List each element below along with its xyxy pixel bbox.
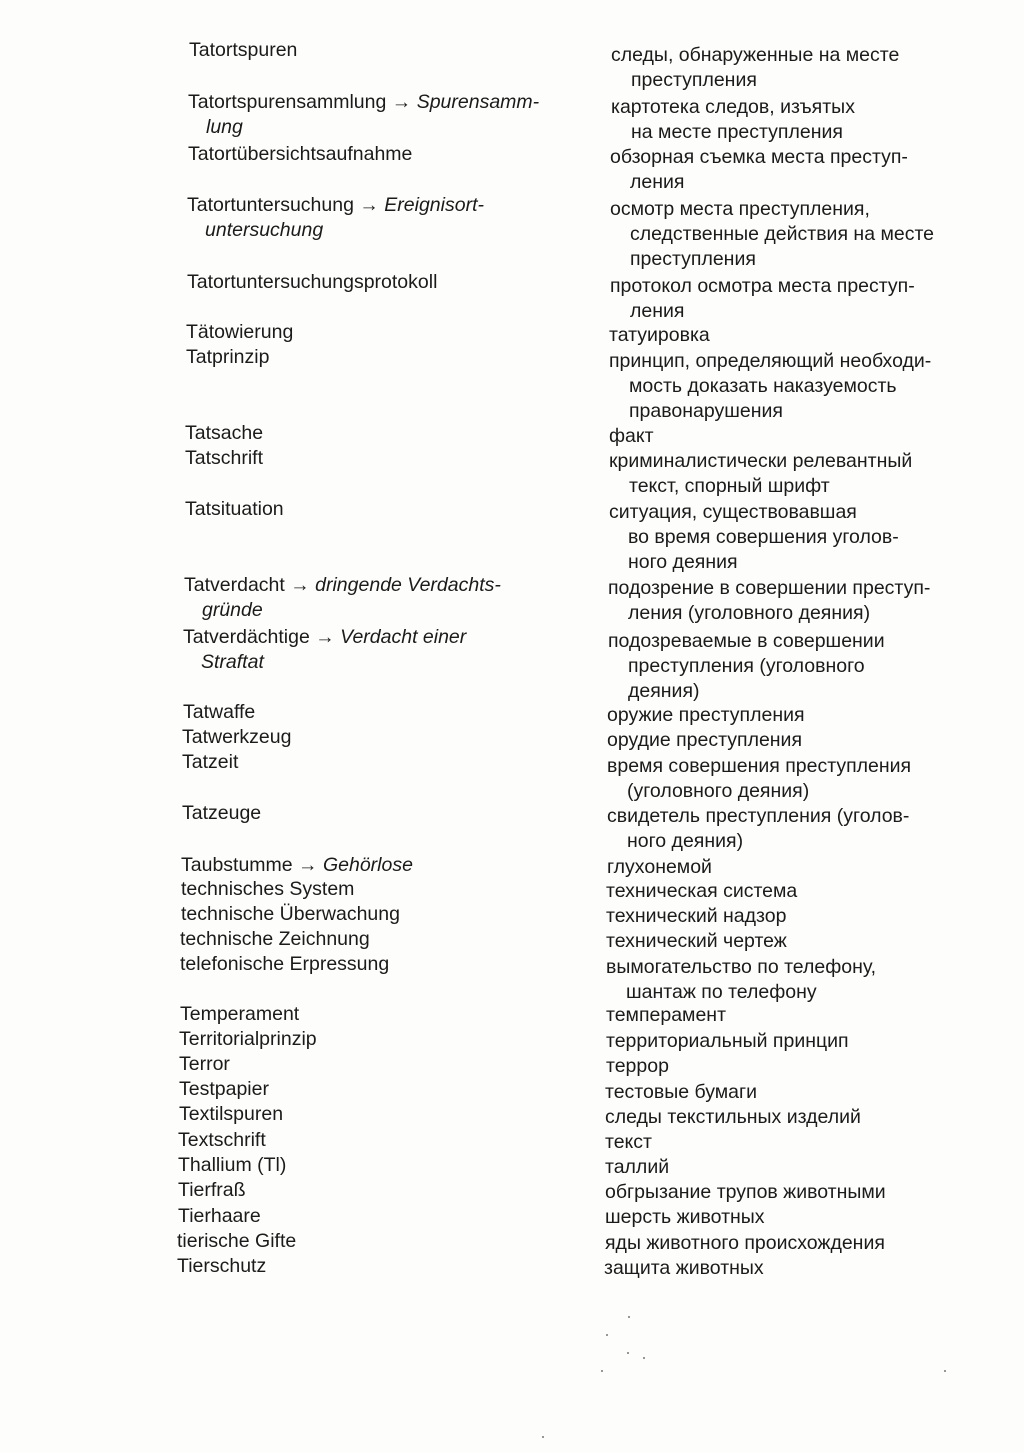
- translation-line: во время совершения уголов-: [628, 526, 899, 548]
- headword-line: [182, 725, 291, 750]
- scan-speck: [643, 1357, 645, 1359]
- headword: Tatschrift: [185, 447, 264, 469]
- headword-line: [184, 573, 501, 598]
- cross-reference: Spurensamm-: [416, 91, 540, 113]
- translation-line: таллий: [605, 1156, 670, 1178]
- headword: Tätowierung: [186, 321, 294, 343]
- translation-line: татуировка: [609, 324, 710, 346]
- headword: Tierfraß: [178, 1179, 246, 1201]
- headword-line: [205, 218, 323, 243]
- headword-line: [183, 625, 466, 650]
- translation-line: правонарушения: [629, 400, 783, 422]
- translation-line: обгрызание трупов животными: [605, 1181, 886, 1203]
- headword-line: [202, 598, 263, 623]
- translation-line: вымогательство по телефону,: [606, 956, 877, 978]
- translation-line: текст, спорный шрифт: [629, 475, 830, 497]
- headword: Temperament: [180, 1003, 300, 1025]
- cross-reference: gründe: [202, 599, 263, 621]
- translation-line: орудие преступления: [607, 729, 803, 751]
- headword: Terror: [179, 1053, 230, 1075]
- headword: Thallium (Tl): [178, 1154, 287, 1176]
- scan-speck: [542, 1436, 544, 1438]
- headword: technische Zeichnung: [180, 928, 370, 950]
- translation-line: ления: [630, 300, 685, 322]
- headword-line: [179, 1052, 230, 1077]
- headword-line: [180, 952, 389, 977]
- headword-line: [178, 1204, 261, 1229]
- translation-line: ного деяния: [628, 551, 738, 573]
- translation-line: осмотр места преступления,: [610, 198, 870, 220]
- headword: Taubstumme →: [181, 854, 323, 876]
- translation-line: протокол осмотра места преступ-: [610, 275, 915, 297]
- headword: Tatprinzip: [186, 346, 270, 368]
- headword: Textilspuren: [179, 1103, 284, 1125]
- headword-line: [178, 1153, 286, 1178]
- headword: Tatortübersichtsaufnahme: [188, 143, 413, 165]
- translation-line: криминалистически релевантный: [609, 450, 913, 472]
- cross-reference: Straftat: [201, 651, 264, 673]
- headword: technisches System: [181, 878, 355, 900]
- translation-line: ления (уголовного деяния): [628, 602, 871, 624]
- translation-line: темперамент: [606, 1004, 727, 1026]
- translation-line: деяния): [628, 680, 700, 702]
- headword: Tatsache: [185, 422, 264, 444]
- headword-line: [185, 446, 263, 471]
- headword: Tatortuntersuchungsprotokoll: [187, 271, 438, 293]
- headword: Tatverdächtige →: [183, 626, 341, 648]
- headword: Territorialprinzip: [179, 1028, 317, 1050]
- headword: tierische Gifte: [177, 1230, 297, 1252]
- headword-line: [178, 1178, 246, 1203]
- translation-line: ситуация, существовавшая: [609, 501, 857, 523]
- headword-line: [180, 1002, 299, 1027]
- headword-line: [186, 320, 293, 345]
- headword-line: [201, 650, 264, 675]
- headword-line: [179, 1102, 283, 1127]
- cross-reference: Gehörlose: [322, 854, 413, 876]
- headword-line: [177, 1254, 266, 1279]
- translation-line: техническая система: [606, 880, 798, 902]
- translation-line: территориальный принцип: [606, 1030, 849, 1052]
- headword-line: [185, 497, 284, 522]
- translation-line: защита животных: [604, 1257, 764, 1279]
- headword: Tatzeit: [182, 751, 239, 773]
- headword: Testpapier: [179, 1078, 269, 1100]
- cross-reference: untersuchung: [205, 219, 324, 241]
- headword: Tatsituation: [185, 498, 284, 520]
- headword-line: [179, 1077, 269, 1102]
- headword-line: [180, 927, 370, 952]
- translation-line: подозреваемые в совершении: [608, 630, 885, 652]
- headword-line: [182, 801, 261, 826]
- translation-line: преступления: [630, 248, 756, 270]
- headword-line: [181, 853, 413, 878]
- scan-speck: [606, 1334, 608, 1336]
- headword-line: [187, 270, 437, 295]
- translation-line: текст: [605, 1131, 652, 1153]
- translation-line: картотека следов, изъятых: [611, 96, 855, 118]
- cross-reference: Verdacht einer: [340, 626, 467, 648]
- translation-line: технический чертеж: [606, 930, 787, 952]
- translation-line: террор: [606, 1055, 669, 1077]
- headword-line: [177, 1229, 296, 1254]
- headword-line: [188, 142, 412, 167]
- translation-line: на месте преступления: [631, 121, 843, 143]
- scan-speck: [601, 1370, 603, 1372]
- headword: Tatortspurensammlung →: [188, 91, 417, 113]
- translation-line: следы текстильных изделий: [605, 1106, 861, 1128]
- translation-line: следственные действия на месте: [630, 223, 935, 245]
- headword: Tatortuntersuchung →: [187, 194, 385, 216]
- translation-line: ления: [630, 171, 685, 193]
- translation-line: тестовые бумаги: [605, 1081, 758, 1103]
- translation-line: оружие преступления: [607, 704, 805, 726]
- scan-speck: [628, 1316, 630, 1318]
- translation-line: (уголовного деяния): [627, 780, 810, 802]
- headword: Tatzeuge: [182, 802, 262, 824]
- translation-line: шерсть животных: [605, 1206, 765, 1228]
- headword-line: [178, 1128, 266, 1153]
- headword-line: [206, 115, 243, 140]
- headword: Tatwerkzeug: [182, 726, 292, 748]
- translation-line: ного деяния): [627, 830, 744, 852]
- headword-line: [185, 421, 263, 446]
- headword: telefonische Erpressung: [180, 953, 390, 975]
- translation-line: следы, обнаруженные на месте: [611, 44, 900, 66]
- headword-line: [179, 1027, 317, 1052]
- headword-line: [188, 90, 539, 115]
- headword: Tatortspuren: [189, 39, 298, 61]
- headword-line: [189, 38, 297, 63]
- cross-reference: dringende Verdachts-: [315, 574, 501, 596]
- headword: Tierschutz: [177, 1255, 267, 1277]
- translation-line: обзорная съемка места преступ-: [610, 146, 908, 168]
- headword-line: [181, 877, 354, 902]
- translation-line: глухонемой: [607, 856, 712, 878]
- headword: Tatverdacht →: [184, 574, 316, 596]
- translation-line: время совершения преступления: [607, 755, 912, 777]
- translation-line: шантаж по телефону: [626, 981, 817, 1003]
- translation-line: факт: [609, 425, 654, 447]
- translation-line: яды животного происхождения: [605, 1232, 885, 1254]
- translation-line: подозрение в совершении преступ-: [608, 577, 931, 599]
- headword: technische Überwachung: [181, 903, 400, 925]
- headword: Tierhaare: [178, 1205, 261, 1227]
- headword-line: [183, 700, 255, 725]
- scan-speck: [944, 1370, 946, 1372]
- translation-line: принцип, определяющий необходи-: [609, 350, 932, 372]
- cross-reference: lung: [206, 116, 243, 138]
- headword: Textschrift: [178, 1129, 266, 1151]
- translation-line: преступления: [631, 69, 757, 91]
- headword-line: [181, 902, 400, 927]
- translation-line: свидетель преступления (уголов-: [607, 805, 910, 827]
- headword: Tatwaffe: [183, 701, 256, 723]
- translation-line: мость доказать наказуемость: [629, 375, 897, 397]
- translation-line: преступления (уголовного: [628, 655, 865, 677]
- scan-speck: [627, 1352, 629, 1354]
- headword-line: [187, 193, 484, 218]
- cross-reference: Ereignisort-: [384, 194, 484, 216]
- headword-line: [182, 750, 238, 775]
- translation-line: технический надзор: [606, 905, 787, 927]
- headword-line: [186, 345, 269, 370]
